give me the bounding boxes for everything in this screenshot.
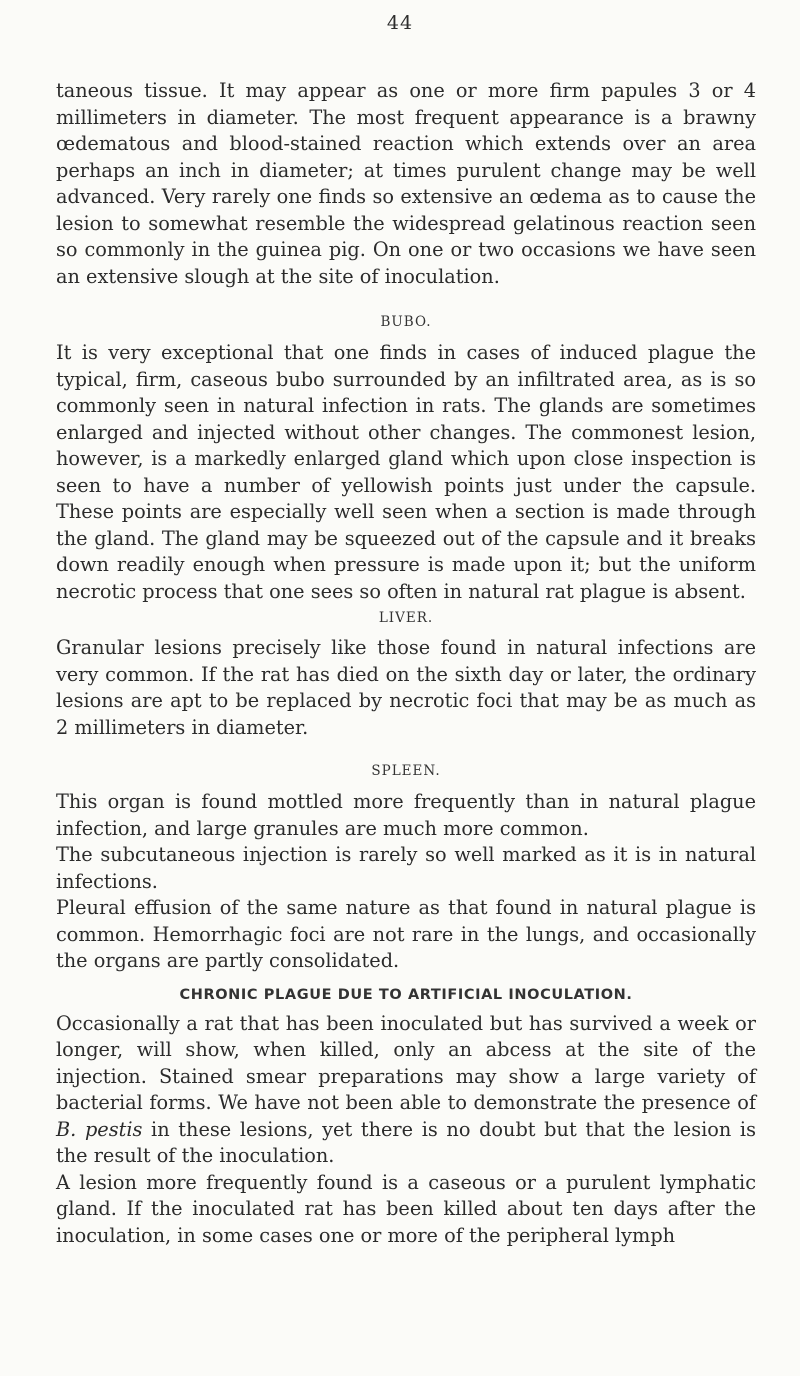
liver-paragraph: Granular lesions precisely like those found in natural infections are very common. If the rat has died on the sixth day or later, the ordinary lesions are apt to be replaced by necrotic foci that may be as much as 2 millimeters in diameter.	[56, 636, 756, 739]
bubo-paragraph: It is very exceptional that one finds in cases of induced plague the typical, firm, caseous bubo surrounded by an infiltrated area, as is so commonly seen in natural infection in rats. The glands are sometimes enlarged and injected without other changes. The commonest lesion, however, is a markedly enlarged gland which upon close inspection is seen to have a number of yellowish points just under the capsule. These points are especially well seen when a section is made through the gland. The gland may be squeezed out of the capsule and it breaks down readily enough when pressure is made upon it; but the uniform necrotic process that one sees so often in natural rat plague is absent.	[56, 341, 756, 603]
page-body	[56, 78, 756, 1249]
section-heading-liver: LIVER.	[378, 610, 434, 626]
section-heading-spleen: SPLEEN.	[371, 763, 441, 779]
spleen-paragraph: This organ is found mottled more frequently than in natural plague infection, and large granules are much more common.	[56, 790, 756, 840]
chronic-paragraph: A lesion more frequently found is a caseous or a purulent lymphatic gland. If the inoculated rat has been killed about ten days after the inoculation, in some cases one or more of the peripheral lymph	[56, 1170, 756, 1247]
spleen-paragraph: The subcutaneous injection is rarely so well marked as it is in natural infections.	[56, 843, 756, 893]
page-number: 44	[386, 12, 414, 34]
species-name: B. pestis	[56, 1117, 143, 1141]
section-heading-chronic-plague: CHRONIC PLAGUE DUE TO ARTIFICIAL INOCULATION.	[179, 986, 633, 1003]
chronic-text-before: Occasionally a rat that has been inoculated but has survived a week or longer, will show, when killed, only an abcess at the site of the injection. Stained smear preparations may show a large variety of bacterial forms. We have not been able to demonstrate the presence of	[56, 1011, 756, 1114]
section-heading-bubo: BUBO.	[380, 314, 432, 330]
spleen-paragraph: Pleural effusion of the same nature as that found in natural plague is common. Hemorrhagic foci are not rare in the lungs, and occasionally the organs are partly consolidated.	[56, 896, 756, 972]
intro-paragraph: taneous tissue. It may appear as one or more firm papules 3 or 4 millimeters in diameter. The most frequent appearance is a brawny œdematous and blood-stained reaction which extends over an area perhaps an inch in diameter; at times purulent change may be well advanced. Very rarely one finds so extensive an œdema as to cause the lesion to somewhat resemble the widespread gelatinous reaction seen so commonly in the guinea pig. On one or two occasions we have seen an extensive slough at the site of inoculation.	[56, 79, 756, 288]
chronic-text-after: in these lesions, yet there is no doubt but that the lesion is the result of the inoculation.	[56, 1117, 756, 1167]
chronic-paragraph	[56, 1011, 756, 1170]
